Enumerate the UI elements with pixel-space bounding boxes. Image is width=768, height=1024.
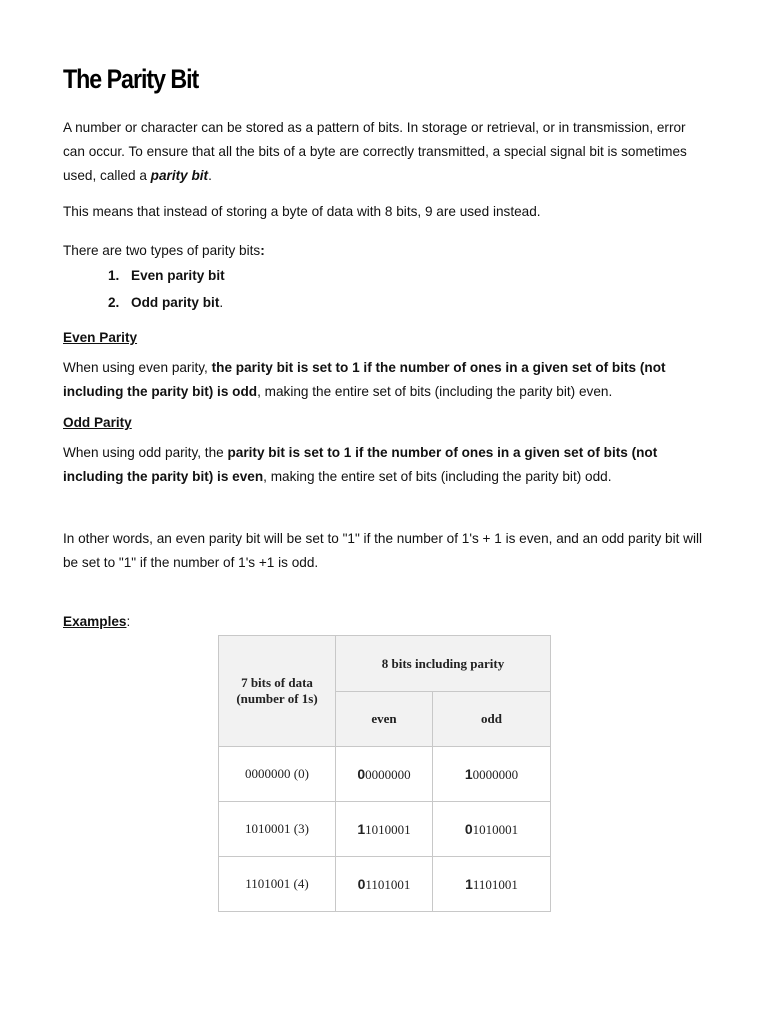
page-title: The Parity Bit	[63, 64, 199, 94]
cell-odd: 11101001	[433, 857, 551, 912]
cell-data: 1101001 (4)	[219, 857, 336, 912]
examples-heading: Examples:	[63, 614, 131, 629]
cell-even: 01101001	[336, 857, 433, 912]
cell-even: 11010001	[336, 802, 433, 857]
odd-parity-paragraph: When using odd parity, the parity bit is set to 1 if the number of ones in a given set of bits (not including the parity bit) is even, making the entire set of bits (including the parity bit) odd.	[63, 445, 658, 484]
header-data-bits: 7 bits of data (number of 1s)	[219, 636, 336, 747]
odd-parity-heading: Odd Parity	[63, 415, 132, 430]
cell-odd: 10000000	[433, 747, 551, 802]
header-odd: odd	[433, 692, 551, 747]
nine-bits-paragraph: This means that instead of storing a byte of data with 8 bits, 9 are used instead.	[63, 204, 541, 219]
table-row	[219, 802, 551, 857]
cell-data: 0000000 (0)	[219, 747, 336, 802]
header-parity-group: 8 bits including parity	[336, 636, 551, 692]
cell-even: 00000000	[336, 747, 433, 802]
cell-data: 1010001 (3)	[219, 802, 336, 857]
even-parity-heading: Even Parity	[63, 330, 138, 345]
even-parity-paragraph: When using even parity, the parity bit is set to 1 if the number of ones in a given set of bits (not including the parity bit) is odd, making the entire set of bits (including the parity bit) even.	[63, 360, 666, 399]
table-row	[219, 747, 551, 802]
types-intro: There are two types of parity bits:	[63, 243, 265, 258]
other-words-paragraph: In other words, an even parity bit will be set to "1" if the number of 1's + 1 is even, and an odd parity bit will be set to "1" if the number of 1's +1 is odd.	[63, 531, 703, 570]
cell-odd: 01010001	[433, 802, 551, 857]
list-item: 2. Odd parity bit.	[108, 295, 224, 310]
table-row	[219, 857, 551, 912]
parity-bit-term: parity bit	[150, 168, 209, 183]
intro-paragraph: A number or character can be stored as a pattern of bits. In storage or retrieval, or in transmission, error can occur. To ensure that all the bits of a byte are correctly transmitted, a special signal bit is sometimes used, called a parity bit.	[63, 120, 687, 183]
list-item: 1. Even parity bit	[108, 268, 225, 283]
header-even: even	[336, 692, 433, 747]
parity-examples-table	[218, 635, 551, 912]
